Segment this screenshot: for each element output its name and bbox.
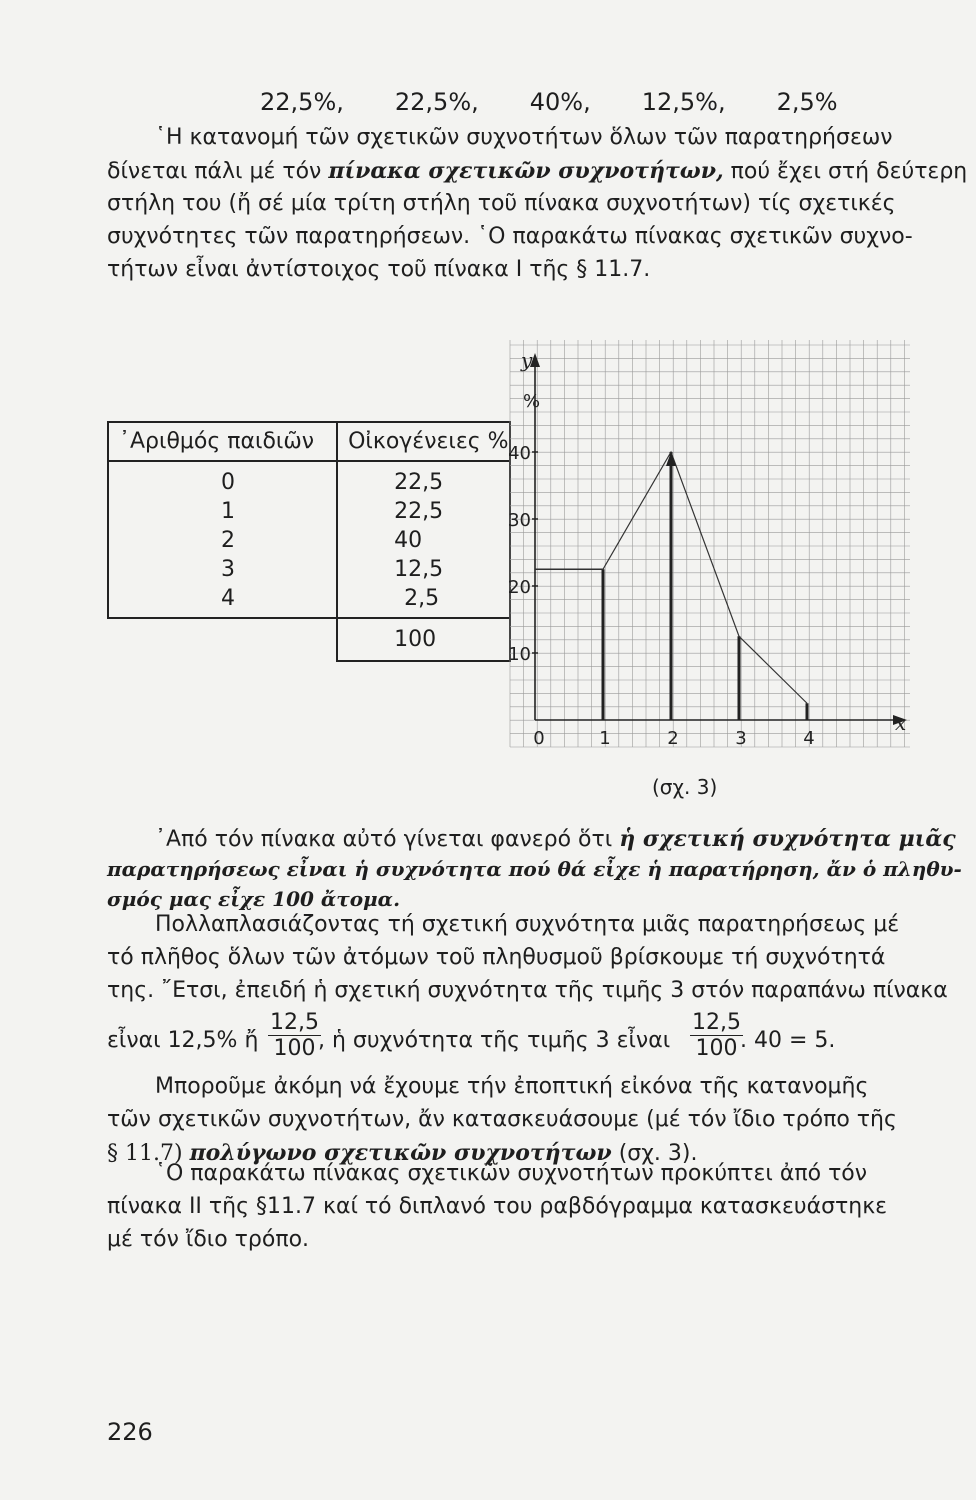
fraction-1-numerator: 12,5: [270, 1010, 319, 1035]
para2-text: ᾿Από τόν πίνακα αὐτό γίνεται φανερό ὅτι: [155, 827, 613, 852]
y-tick-label: 30: [508, 510, 531, 531]
fraction-1-denominator: 100: [273, 1036, 316, 1061]
table-cell: 12,5: [337, 555, 509, 584]
x-tick-label: 0: [533, 728, 545, 749]
y-axis-unit: %: [523, 391, 541, 412]
para2-line: σμός μας εἶχε 100 ἄτομα.: [107, 887, 401, 911]
frequency-chart: [505, 335, 915, 755]
fraction-2: [690, 1010, 743, 1061]
x-tick-label: 2: [667, 728, 679, 749]
para4-line: Μποροῦμε ἀκόμη νά ἔχουμε τήν ἐποπτική εἰκόνα τῆς κατανομῆς: [155, 1074, 869, 1099]
table-total: 100: [337, 618, 509, 661]
fraction-2-denominator: 100: [695, 1036, 738, 1061]
para1-line: [107, 158, 967, 184]
para1-line: τήτων εἶναι ἀντίστοιχος τοῦ πίνακα I τῆς § 11.7.: [107, 257, 651, 282]
y-axis-label: y: [521, 348, 533, 372]
para1-bold-term: πίνακα σχετικῶν συχνοτήτων,: [328, 158, 724, 184]
table-cell: 22,5: [337, 461, 509, 497]
para1-line: στήλη του (ἤ σέ μία τρίτη στήλη τοῦ πίνακα συχνοτήτων) τίς σχετικές: [107, 191, 896, 216]
x-tick-label: 4: [803, 728, 815, 749]
y-tick-label: 20: [508, 577, 531, 598]
table-cell: 2,5: [337, 584, 509, 618]
percent-value: 22,5%,: [260, 88, 344, 116]
chart-grid: [510, 340, 910, 747]
percent-value: 12,5%,: [641, 88, 726, 116]
para4-text: (σχ. 3).: [618, 1141, 698, 1166]
table-cell: 4: [108, 584, 337, 618]
formula-part-c: . 40 = 5.: [740, 1028, 836, 1053]
para2-bold: ἡ σχετική συχνότητα μιᾶς: [619, 826, 956, 852]
para4-bold: πολύγωνο σχετικῶν συχνοτήτων: [189, 1140, 612, 1166]
y-tick-label: 10: [508, 644, 531, 665]
para4-line: τῶν σχετικῶν συχνοτήτων, ἄν κατασκευάσουμε (μέ τόν ἴδιο τρόπο τῆς: [107, 1107, 897, 1132]
percent-row: [260, 88, 882, 116]
formula-part-a: εἶναι 12,5% ἤ: [107, 1028, 259, 1053]
para3-line: τό πλῆθος ὅλων τῶν ἀτόμων τοῦ πληθυσμοῦ βρίσκουμε τή συχνότητά: [107, 945, 886, 970]
y-tick-label: 40: [508, 443, 531, 464]
x-tick-label: 1: [599, 728, 611, 749]
table-cell: 2: [108, 526, 337, 555]
para3-line: Πολλαπλασιάζοντας τή σχετική συχνότητα μιᾶς παρατηρήσεως μέ: [155, 912, 900, 937]
para5-line: ῾Ο παρακάτω πίνακας σχετικῶν συχνοτήτων προκύπτει ἀπό τόν: [155, 1161, 868, 1186]
para2-line: [155, 826, 956, 852]
para4-text: § 11.7): [107, 1141, 183, 1166]
figure-caption: (σχ. 3): [652, 775, 718, 799]
table-cell: 40: [337, 526, 509, 555]
relative-frequency-table: [107, 421, 511, 662]
chart-axes: [530, 353, 907, 725]
formula-part-b: , ἡ συχνότητα τῆς τιμῆς 3 εἶναι: [318, 1028, 671, 1053]
x-tick-label: 3: [735, 728, 747, 749]
fraction-1: [268, 1010, 321, 1061]
table-cell: 3: [108, 555, 337, 584]
para1-line: συχνότητες τῶν παρατηρήσεων. ῾Ο παρακάτω πίνακας σχετικῶν συχνο-: [107, 224, 913, 249]
percent-value: 40%,: [529, 88, 591, 116]
para3-line: της. ῎Ετσι, ἐπειδή ἡ σχετική συχνότητα τῆς τιμῆς 3 στόν παραπάνω πίνακα: [107, 978, 948, 1003]
para5-line: πίνακα II τῆς §11.7 καί τό διπλανό του ραβδόγραμμα κατασκευάστηκε: [107, 1194, 888, 1219]
table-header-families: Οἰκογένειες %: [337, 422, 509, 461]
para1-text: πού ἔχει στή δεύτερη: [730, 159, 968, 184]
table-cell: 0: [108, 461, 337, 497]
table-header-children: ᾿Αριθμός παιδιῶν: [108, 422, 337, 461]
table-cell: 1: [108, 497, 337, 526]
para1-text: δίνεται πάλι μέ τόν: [107, 159, 322, 184]
table-cell: 22,5: [337, 497, 509, 526]
fraction-2-numerator: 12,5: [692, 1010, 741, 1035]
para2-line: παρατηρήσεως εἶναι ἡ συχνότητα πού θά εἶχε ἡ παρατήρηση, ἄν ὁ πληθυ-: [107, 857, 962, 881]
para1-line: ῾Η κατανομή τῶν σχετικῶν συχνοτήτων ὅλων τῶν παρατηρήσεων: [155, 125, 893, 150]
percent-value: 2,5%: [776, 88, 838, 116]
para5-line: μέ τόν ἴδιο τρόπο.: [107, 1227, 310, 1252]
percent-value: 22,5%,: [394, 88, 479, 116]
x-axis-label: x: [895, 711, 907, 735]
page-number: 226: [107, 1418, 153, 1446]
